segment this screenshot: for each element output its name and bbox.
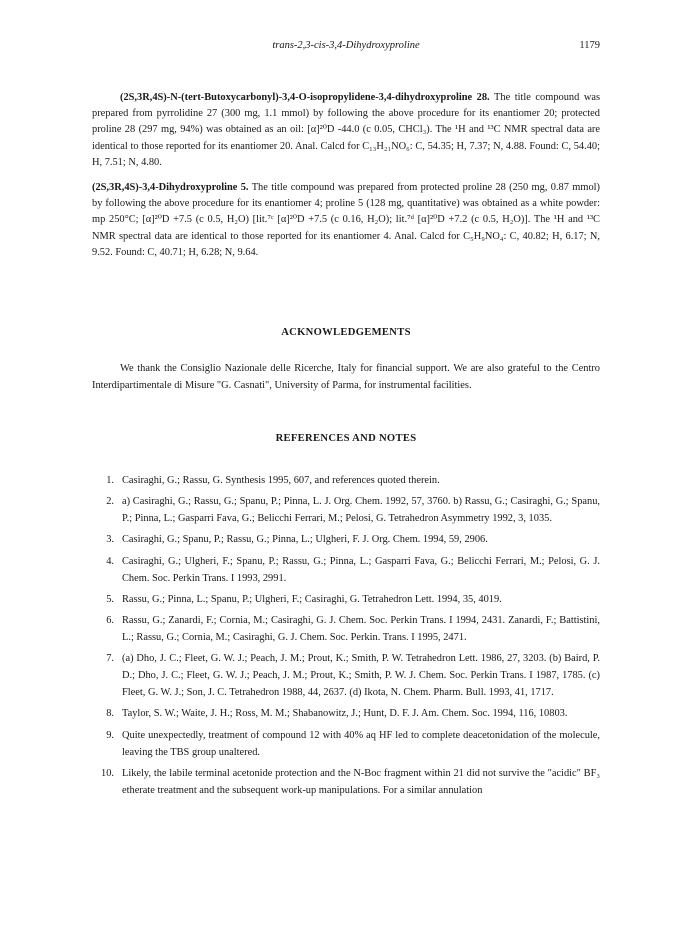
reference-text: Taylor, S. W.; Waite, J. H.; Ross, M. M.; Shabanowitz, J.; Hunt, D. F. J. Am. Chem. Soc. 1994, 116, 10803.: [122, 708, 568, 720]
reference-item: [92, 705, 600, 722]
reference-text: Casiraghi, G.; Rassu, G. Synthesis 1995, 607, and references quoted therein.: [122, 475, 440, 486]
reference-text: Rassu, G.; Zanardi, F.; Cornia, M.; Casiraghi, G. J. Chem. Soc. Perkin Trans. I 1994, 2431. Zanardi, F.; Battistini, L.; Rassu, G.; Cornia, M.; Casiraghi, G. J. Chem. Soc. Perkin. Trans. I 1995, 2471.: [122, 614, 600, 643]
references-heading: REFERENCES AND NOTES: [275, 433, 417, 444]
reference-number: 10.: [101, 767, 114, 779]
compound-heading: (2S,3R,4S)-3,4-Dihydroxyproline 5.: [92, 182, 249, 193]
reference-number: 6.: [106, 614, 114, 626]
reference-text: a) Casiraghi, G.; Rassu, G.; Spanu, P.; Pinna, L. J. Org. Chem. 1992, 57, 3760. b) Rassu, G.; Casiraghi, G.; Spanu, P.; Pinna, L.; Gasparri Fava, G.; Belicchi Ferrari, M.; Pelosi, G. Tetrahedron Asymmetry 1992, 3, 1035.: [122, 496, 600, 525]
reference-number: 7.: [106, 653, 114, 665]
page-number: 1179: [579, 40, 600, 51]
reference-item: [92, 493, 600, 527]
reference-text: Casiraghi, G.; Spanu, P.; Rassu, G.; Pinna, L.; Ulgheri, F. J. Org. Chem. 1994, 59, 2906.: [122, 534, 488, 546]
reference-item: [92, 727, 600, 761]
paragraph-text: The title compound was prepared from protected proline 28 (250 mg, 0.87 mmol) by following the above procedure for its enantiomer 4; proline 5 (128 mg, quantitative) was obtained as a white powder: mp 250°C; [α]²⁰D +7.5 (c 0.5, H₂O) [lit.⁷ᶜ [α]²⁰D +7.5 (c 0.16, H₂O); lit.⁷ᵈ [α]²⁰D +7.2 (c 0.5, H₂O)]. The ¹H and ¹³C NMR spectral data are identical to those reported for its enantiomer 4. Anal. Calcd for C₅H₉NO₄: C, 40.82; H, 6.17; N, 9.52. Found: C, 40.71; H, 6.28; N, 9.64.: [92, 182, 601, 258]
experimental-paragraph-5: [92, 180, 600, 261]
reference-text: Likely, the labile terminal acetonide protection and the N-Boc fragment within 21 did not survive the "acidic" BF₃ etherate treatment and the subsequent work-up manipulations. For a similar annulation: [122, 767, 600, 796]
reference-number: 2.: [106, 496, 114, 508]
experimental-paragraph-28: [92, 90, 600, 171]
reference-item: [92, 765, 600, 799]
reference-number: 3.: [106, 534, 114, 546]
reference-item: [92, 553, 600, 587]
reference-number: 8.: [106, 708, 114, 720]
reference-number: 5.: [106, 593, 114, 605]
reference-number: 9.: [106, 729, 114, 741]
reference-number: 1.: [106, 475, 114, 486]
reference-item: [92, 650, 600, 701]
reference-item: [92, 531, 600, 548]
acknowledgements-heading: ACKNOWLEDGEMENTS: [281, 327, 411, 338]
reference-text: Casiraghi, G.; Ulgheri, F.; Spanu, P.; Rassu, G.; Pinna, L.; Gasparri Fava, G.; Belicchi Ferrari, M.; Pelosi, G. J. Chem. Soc. Perkin Trans. I 1993, 2991.: [122, 555, 600, 584]
compound-heading: (2S,3R,4S)-N-(tert-Butoxycarbonyl)-3,4-O-isopropylidene-3,4-dihydroxyproline 28.: [120, 92, 490, 103]
paragraph-text: The title compound was prepared from pyrrolidine 27 (300 mg, 1.1 mmol) by following the above procedure for its enantiomer 20; protected proline 28 (297 mg, 94%) was obtained as an oil: [α]²⁰D -44.0 (c 0.05, CHCl₃). The ¹H and ¹³C NMR spectral data are identical to those reported for its enantiomer 20. Anal. Calcd for C₁₃H₂₁NO₆: C, 54.35; H, 7.37; N, 4.88. Found: C, 54.40; H, 7.51; N, 4.80.: [92, 92, 601, 168]
reference-item: [92, 591, 600, 608]
reference-text: Quite unexpectedly, treatment of compound 12 with 40% aq HF led to complete deacetonidation of the molecule, leaving the TBS group unaltered.: [122, 729, 600, 758]
running-title: trans-2,3-cis-3,4-Dihydroxyproline: [272, 40, 420, 51]
reference-item: [92, 612, 600, 646]
references-list: [92, 472, 600, 803]
reference-text: Rassu, G.; Pinna, L.; Spanu, P.; Ulgheri, F.; Casiraghi, G. Tetrahedron Lett. 1994, 35, 4019.: [122, 593, 502, 605]
reference-item: [92, 472, 600, 489]
reference-number: 4.: [106, 555, 114, 567]
reference-text: (a) Dho, J. C.; Fleet, G. W. J.; Peach, J. M.; Prout, K.; Smith, P. W. Tetrahedron Lett. 1986, 27, 3203. (b) Baird, P. D.; Dho, J. C.; Fleet, G. W. J.; Peach, J. M.; Prout, K.; Smith, P. W. J. Chem. Soc. Perkin Trans. I 1987, 1785. (c) Fleet, G. W. J.; Son, J. C. Tetrahedron 1988, 44, 2637. (d) Ikota, N. Chem. Pharm. Bull. 1993, 41, 1717.: [122, 653, 600, 699]
acknowledgements-text: We thank the Consiglio Nazionale delle Ricerche, Italy for financial support. We are also grateful to the Centro Interdipartimentale di Misure "G. Casnati", University of Parma, for instrumental facilities.: [92, 363, 600, 391]
